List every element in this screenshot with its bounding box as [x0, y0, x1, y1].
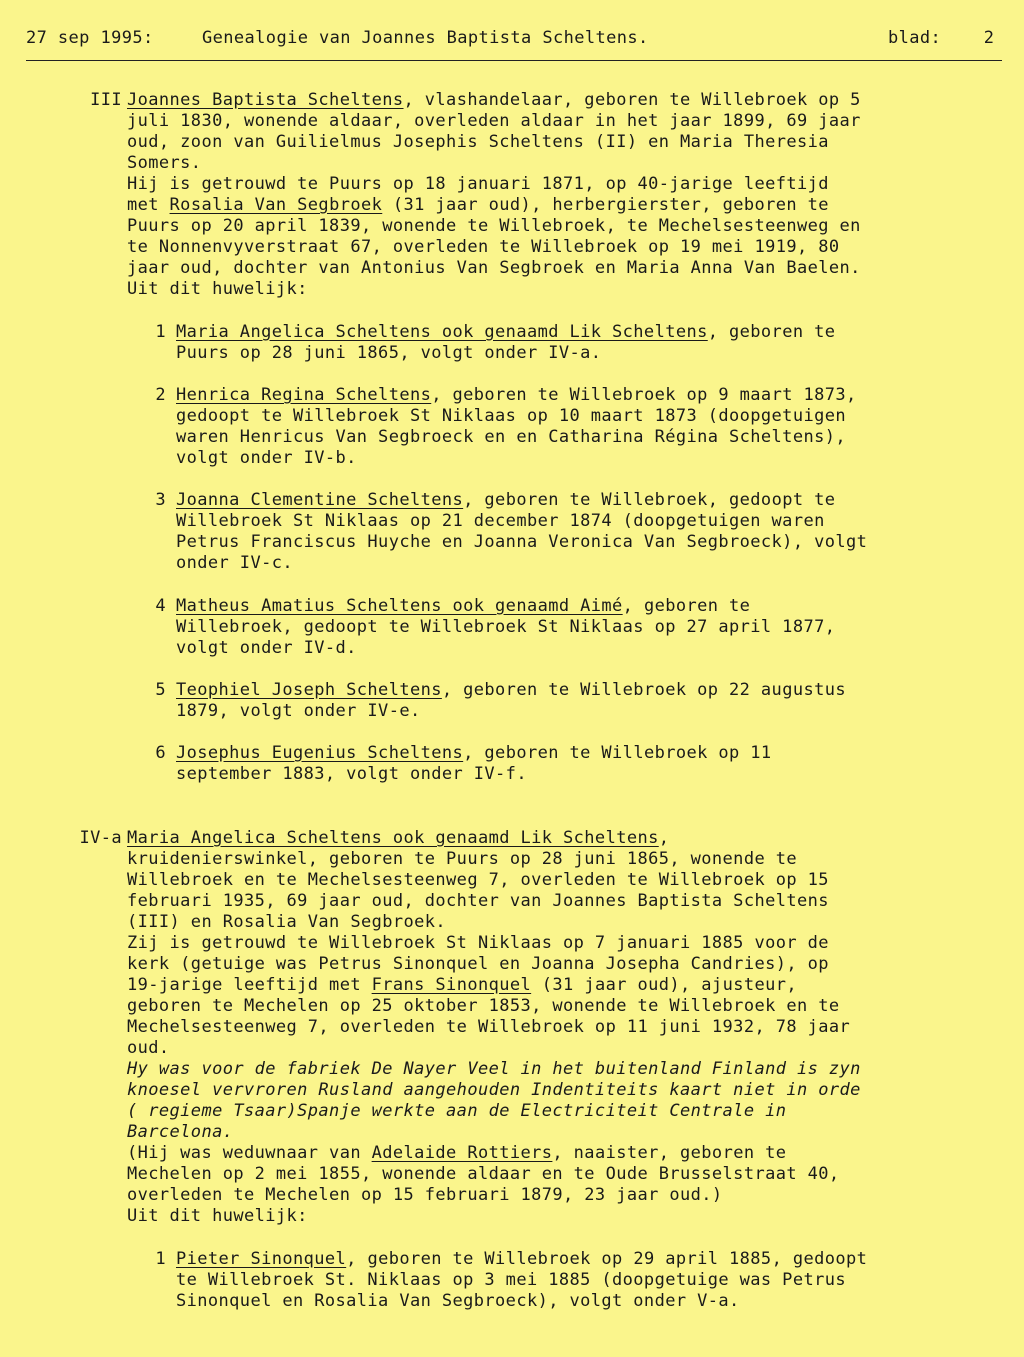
text-line: Mechelen op 2 mei 1855, wonende aldaar en te Oude Brusselstraat 40, — [127, 1164, 840, 1184]
line-rest: (31 jaar oud), ajusteur, — [531, 975, 798, 995]
text-line — [176, 743, 1006, 764]
person-name: Teophiel Joseph Scheltens — [176, 680, 442, 700]
line-prefix: 19-jarige leeftijd met — [127, 975, 372, 995]
person-name: Frans Sinonquel — [371, 975, 532, 995]
text-line: Sinonquel en Rosalia Van Segbroeck), volgt onder V-a. — [176, 1291, 740, 1311]
person-name: Joanna Clementine Scheltens — [176, 490, 464, 510]
note-line: ( regieme Tsaar)Spanje werkte aan de Electriciteit Centrale in — [127, 1101, 787, 1121]
page-label: blad: — [888, 28, 942, 48]
text-line: jaar oud, dochter van Antonius Van Segbroek en Maria Anna Van Baelen. — [127, 258, 861, 278]
header-rule — [26, 60, 1002, 61]
note-line: Hy was voor de fabriek De Nayer Veel in het buitenland Finland is zyn — [127, 1059, 861, 1079]
entry-body — [127, 828, 1007, 1227]
text-line: Petrus Franciscus Huyche en Joanna Veronica Van Segbroeck), volgt — [176, 532, 868, 552]
text-line: waren Henricus Van Segbroeck en en Catharina Régina Scheltens), — [176, 427, 846, 447]
person-name: Adelaide Rottiers — [371, 1143, 553, 1163]
line-rest: (31 jaar oud), herbergierster, geboren te — [382, 195, 829, 215]
text-line — [127, 828, 1007, 849]
text-line: februari 1935, 69 jaar oud, dochter van Joannes Baptista Scheltens — [127, 891, 829, 911]
page-header — [26, 28, 1002, 50]
text-line: oud, zoon van Guilielmus Josephis Scheltens (II) en Maria Theresia — [127, 132, 829, 152]
text-line — [176, 385, 1006, 406]
child-number: 6 — [155, 743, 166, 763]
text-line: Mechelsesteenweg 7, overleden te Willebroek op 11 juni 1932, 78 jaar — [127, 1017, 851, 1037]
text-line — [176, 680, 1006, 701]
text-line: geboren te Mechelen op 25 oktober 1853, wonende te Willebroek en te — [127, 996, 840, 1016]
text-line: Willebroek St Niklaas op 21 december 1874 (doopgetuigen waren — [176, 511, 825, 531]
text-line: kruidenierswinkel, geboren te Puurs op 28 juni 1865, wonende te — [127, 849, 797, 869]
text-line: oud. — [127, 1038, 170, 1058]
line-prefix: met — [127, 195, 170, 215]
text-line — [176, 1249, 1006, 1270]
person-name: Josephus Eugenius Scheltens — [176, 743, 464, 763]
child-text — [176, 596, 1006, 659]
child-number: 4 — [155, 596, 166, 616]
text-line: juli 1830, wonende aldaar, overleden aldaar in het jaar 1899, 69 jaar — [127, 111, 861, 131]
line-rest: , vlashandelaar, geboren te Willebroek op 5 — [403, 90, 861, 110]
text-line — [127, 975, 1007, 996]
person-name: Rosalia Van Segbroek — [169, 195, 383, 215]
note-line: knoesel vervroren Rusland aangehouden Indentiteits kaart niet in orde — [127, 1080, 861, 1100]
entry-body — [127, 90, 1007, 300]
generation-label: IV-a — [79, 828, 122, 848]
line-rest: , geboren te — [622, 596, 751, 616]
child-number: 1 — [155, 1249, 166, 1269]
person-name: Pieter Sinonquel — [176, 1249, 347, 1269]
child-text — [176, 680, 1006, 722]
line-rest: , geboren te Willebroek op 9 maart 1873, — [431, 385, 857, 405]
text-line: Willebroek en te Mechelsesteenweg 7, overleden te Willebroek op 15 — [127, 870, 829, 890]
text-line — [176, 322, 1006, 343]
text-line — [176, 490, 1006, 511]
page-number: 2 — [983, 28, 995, 48]
text-line — [127, 1143, 1007, 1164]
child-number: 1 — [155, 322, 166, 342]
text-line: (III) en Rosalia Van Segbroek. — [127, 912, 447, 932]
child-text — [176, 1249, 1006, 1312]
text-line — [176, 596, 1006, 617]
person-name: Maria Angelica Scheltens ook genaamd Lik Scheltens — [176, 322, 708, 342]
text-line: Puurs op 28 juni 1865, volgt onder IV-a. — [176, 343, 602, 363]
text-line: volgt onder IV-d. — [176, 638, 357, 658]
text-line — [127, 195, 1007, 216]
child-number: 2 — [155, 385, 166, 405]
text-line: te Nonnenvyverstraat 67, overleden te Willebroek op 19 mei 1919, 80 — [127, 237, 840, 257]
person-name: Matheus Amatius Scheltens ook genaamd Aimé — [176, 596, 623, 616]
child-text — [176, 322, 1006, 364]
text-line: Zij is getrouwd te Willebroek St Niklaas op 7 januari 1885 voor de — [127, 933, 829, 953]
child-number: 3 — [155, 490, 166, 510]
header-page-label — [888, 28, 994, 49]
text-line: kerk (getuige was Petrus Sinonquel en Joanna Josepha Candries), op — [127, 954, 829, 974]
text-line: 1879, volgt onder IV-e. — [176, 701, 421, 721]
child-text — [176, 490, 1006, 574]
line-rest: , — [658, 828, 670, 848]
text-line: september 1883, volgt onder IV-f. — [176, 764, 527, 784]
line-rest: , geboren te Willebroek op 11 — [463, 743, 772, 763]
text-line: onder IV-c. — [176, 553, 293, 573]
child-number: 5 — [155, 680, 166, 700]
text-line — [127, 90, 1007, 111]
text-line: overleden te Mechelen op 15 februari 1879, 23 jaar oud.) — [127, 1185, 723, 1205]
text-line: Uit dit huwelijk: — [127, 1206, 308, 1226]
note-line: Barcelona. — [127, 1122, 234, 1142]
text-line: gedoopt te Willebroek St Niklaas op 10 maart 1873 (doopgetuigen — [176, 406, 846, 426]
header-date: 27 sep 1995: — [26, 28, 154, 48]
line-rest: , naaister, geboren te — [552, 1143, 787, 1163]
text-line: Puurs op 20 april 1839, wonende te Willebroek, te Mechelsesteenweg en — [127, 216, 861, 236]
person-name: Henrica Regina Scheltens — [176, 385, 432, 405]
child-text — [176, 743, 1006, 785]
line-rest: , geboren te Willebroek, gedoopt te — [463, 490, 836, 510]
text-line: te Willebroek St. Niklaas op 3 mei 1885 (doopgetuige was Petrus — [176, 1270, 846, 1290]
header-title: Genealogie van Joannes Baptista Scheltens. — [202, 28, 649, 48]
text-line: Somers. — [127, 153, 202, 173]
person-name: Maria Angelica Scheltens ook genaamd Lik Scheltens — [127, 828, 659, 848]
line-prefix: (Hij was weduwnaar van — [127, 1143, 372, 1163]
text-line: volgt onder IV-b. — [176, 448, 357, 468]
child-text — [176, 385, 1006, 469]
text-line: Hij is getrouwd te Puurs op 18 januari 1871, op 40-jarige leeftijd — [127, 174, 829, 194]
text-line: Uit dit huwelijk: — [127, 279, 308, 299]
text-line: Willebroek, gedoopt te Willebroek St Niklaas op 27 april 1877, — [176, 617, 836, 637]
line-rest: , geboren te — [707, 322, 836, 342]
line-rest: , geboren te Willebroek op 22 augustus — [441, 680, 846, 700]
line-rest: , geboren te Willebroek op 29 april 1885, gedoopt — [346, 1249, 868, 1269]
person-name: Joannes Baptista Scheltens — [127, 90, 404, 110]
generation-label: III — [90, 90, 122, 110]
